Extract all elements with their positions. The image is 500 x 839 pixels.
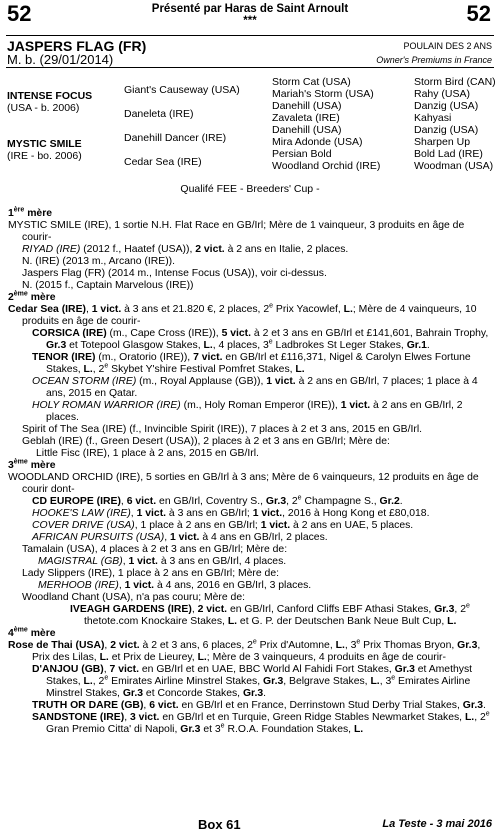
para-sandstone: SANDSTONE (IRE), 3 vict. en GB/Irl et en Turquie, Green Ridge Stables Newmarket Stakes, L., 2e Gran Premio Citta' di Napoli, Gr.3 et 3e R.O.A. Foundation Stakes, L. [32,710,490,735]
ped-g3 [414,76,496,172]
ped-g2 [272,76,380,172]
para-n-2013: N. (IRE) (2013 m., Arcano (IRE)). [22,256,176,267]
para-corsica: CORSICA (IRE) (m., Cape Cross (IRE)), 5 vict. à 2 et 3 ans en GB/Irl et £141,601, Bahrain Trophy, Gr.3 et Totepool Glasgow Stakes, L., 4 places, 3e Ladbrokes St Leger Stakes, Gr.1. [32,328,489,351]
ped-g1-3: Cedar Sea (IRE) [124,156,202,168]
ped-g3-0: Storm Bird (CAN) [414,76,496,88]
pedigree-dam [7,138,82,162]
para-geblah: Geblah (IRE) (f., Green Desert (USA)), 2 places à 2 et 3 ans en GB/Irl; Mère de: [22,436,390,447]
para-mystic-smile: MYSTIC SMILE (IRE), 1 sortie N.H. Flat Race en GB/Irl; Mère de 1 vainqueur, 3 produits en âge de courir- [8,220,465,243]
ped-g2-0: Storm Cat (USA) [272,76,351,88]
ped-g1-1: Daneleta (IRE) [124,108,194,120]
para-african: AFRICAN PURSUITS (USA), 1 vict. à 4 ans en GB/Irl, 2 places. [32,532,328,543]
ped-g3-2: Danzig (USA) [414,100,479,112]
ped-g1-0: Giant's Causeway (USA) [124,84,240,96]
section-header-4: 4ème mère [8,626,56,639]
ped-g2-6: Persian Bold [272,148,332,160]
sire-name: INTENSE FOCUS [7,90,93,102]
dam-family-text [8,208,496,736]
para-woodland-chant: Woodland Chant (USA), n'a pas couru; Mère de: [22,592,245,603]
ped-g3-3: Kahyasi [414,112,452,124]
dam-sub: (IRE - bo. 2006) [7,150,82,162]
para-lady-slippers: Lady Slippers (IRE), 1 place à 2 ans en GB/Irl; Mère de: [22,568,280,579]
presenter-stars: *** [243,15,257,27]
ped-g2-4: Danehill (USA) [272,124,342,136]
para-little-fisc: Little Fisc (IRE), 1 place à 2 ans, 2015 en GB/Irl. [36,448,259,459]
section-header-1: 1ère mère [8,206,53,219]
lot-number-left: 52 [7,1,32,26]
para-danjou: D'ANJOU (GB), 7 vict. en GB/Irl et en UAE, BBC World Al Fahidi Fort Stakes, Gr.3 et Amethyst Stakes, L., 2e Emirates Airline Minstrel Stakes, Gr.3, Belgrave Stakes, L., 3e Emirates Airline Minstrel Stakes, Gr.3 et Concorde Stakes, Gr.3. [32,664,473,699]
pedigree-sire [7,90,92,114]
ped-g2-1: Mariah's Storm (USA) [272,88,374,100]
para-tamalain: Tamalain (USA), 4 places à 2 et 3 ans en GB/Irl; Mère de: [22,544,288,555]
para-cedar-sea: Cedar Sea (IRE), 1 vict. à 3 ans et 21.820 €, 2 places, 2e Prix Yacowlef, L.; Mère de 4 vainqueurs, 10 produits en âge de courir- [8,302,477,327]
para-rose-de-thai: Rose de Thai (USA), 2 vict. à 2 et 3 ans, 6 places, 2e Prix d'Automne, L., 3e Prix Thomas Bryon, Gr.3, Prix des Lilas, L. et Prix de Lieurey, L.; Mère de 3 vainqueurs, 4 produits en âge de courir- [8,638,481,663]
section-header-3: 3ème mère [8,458,56,471]
para-truth: TRUTH OR DARE (GB), 6 vict. en GB/Irl et en France, Derrinstown Stud Derby Trial Stakes, Gr.3. [32,700,486,711]
ped-g2-5: Mira Adonde (USA) [272,136,363,148]
ped-g1-2: Danehill Dancer (IRE) [124,132,227,144]
horse-name: JASPERS FLAG (FR) [7,38,147,54]
para-hookes-law: HOOKE'S LAW (IRE), 1 vict. à 3 ans en GB/Irl; 1 vict., 2016 à Hong Kong et £80,018. [32,508,430,519]
ped-g2-2: Danehill (USA) [272,100,342,112]
para-jaspers: Jaspers Flag (FR) (2014 m., Intense Focus (USA)), voir ci-dessus. [22,268,327,279]
lot-number-right: 52 [466,1,491,26]
para-ocean-storm: OCEAN STORM (IRE) (m., Royal Applause (GB)), 1 vict. à 2 ans en GB/Irl, 7 places; 1 place à 4 ans, 2015 en Qatar. [32,376,478,399]
para-cd-europe: CD EUROPE (IRE), 6 vict. en GB/Irl, Coventry S., Gr.3, 2e Champagne S., Gr.2. [32,494,403,507]
ped-g3-7: Woodman (USA) [414,160,494,172]
qualification-line: Qualifé FEE - Breeders' Cup - [180,183,320,195]
para-cover-drive: COVER DRIVE (USA), 1 place à 2 ans en GB/Irl; 1 vict. à 2 ans en UAE, 5 places. [32,520,414,531]
para-merhoob: MERHOOB (IRE), 1 vict. à 4 ans, 2016 en GB/Irl, 3 places. [38,580,312,591]
ped-g2-3: Zavaleta (IRE) [272,112,340,124]
horse-description: M. b. (29/01/2014) [7,52,114,67]
dam-name: MYSTIC SMILE [7,138,82,150]
para-iveagh: IVEAGH GARDENS (IRE), 2 vict. en GB/Irl, Canford Cliffs EBF Athasi Stakes, Gr.3, 2e thetote.com Knockaire Stakes, L. et G. P. der Deutschen Bank Neue Bult Cup, L. [70,602,470,627]
para-riyad: RIYAD (IRE) (2012 f., Haatef (USA)), 2 vict. à 2 ans en Italie, 2 places. [22,244,349,255]
para-tenor: TENOR (IRE) (m., Oratorio (IRE)), 7 vict. en GB/Irl et £116,371, Nigel & Carolyn Elwes Fortune Stakes, L., 2e Skybet Y'shire Festival Pomfret Stakes, L. [32,352,471,375]
ped-g3-1: Rahy (USA) [414,88,471,100]
para-magistral: MAGISTRAL (GB), 1 vict. à 3 ans en GB/Irl, 4 places. [38,556,287,567]
ped-g3-4: Danzig (USA) [414,124,479,136]
pedigree-rule [6,67,494,68]
ped-g3-6: Bold Lad (IRE) [414,148,483,160]
ped-g3-5: Sharpen Up [414,136,471,148]
presenter-line [0,3,500,27]
owner-premium: Owner's Premiums in France [376,55,492,65]
presenter-text: Présenté par Haras de Saint Arnoult [151,3,349,15]
horse-type: POULAIN DES 2 ANS [403,41,492,51]
footer-date: La Teste - 3 mai 2016 [382,818,492,830]
top-rule [6,35,494,36]
ped-g2-7: Woodland Orchid (IRE) [272,160,381,172]
sire-sub: (USA - b. 2006) [7,102,80,114]
para-n-2015: N. (2015 f., Captain Marvelous (IRE)) [22,280,194,291]
footer-box-number: Box 61 [198,817,241,832]
para-holy-roman: HOLY ROMAN WARRIOR (IRE) (m., Holy Roman Emperor (IRE)), 1 vict. à 2 ans en GB/Irl, 2 places. [32,400,463,423]
para-spirit: Spirit of The Sea (IRE) (f., Invincible Spirit (IRE)), 7 places à 2 et 3 ans, 2015 en GB/Irl. [22,424,423,435]
para-woodland-orchid: WOODLAND ORCHID (IRE), 5 sorties en GB/Irl à 3 ans; Mère de 6 vainqueurs, 12 produits en âge de courir dont- [8,472,479,495]
section-header-2: 2ème mère [8,290,56,303]
